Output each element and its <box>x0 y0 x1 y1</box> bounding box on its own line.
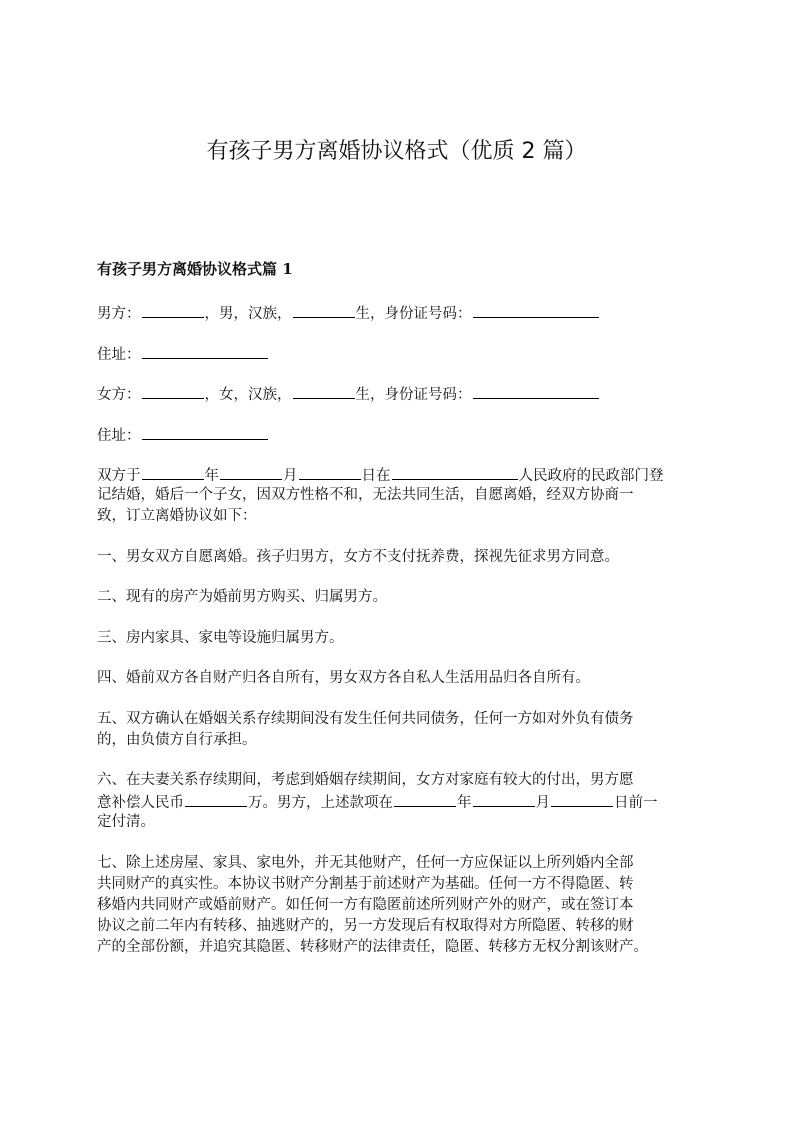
text-segment: 日前一 <box>614 795 658 811</box>
text-line <box>97 383 717 404</box>
text-segment: 二、现有的房产为婚前男方购买、归属男方。 <box>97 589 387 605</box>
text-line <box>97 628 717 649</box>
text-line <box>97 770 717 791</box>
paragraph <box>97 770 717 833</box>
text-line <box>97 464 717 485</box>
section-heading: 有孩子男方离婚协议格式篇 1 <box>97 260 293 278</box>
paragraph <box>97 343 717 364</box>
paragraph <box>97 709 717 751</box>
text-segment: 三、房内家具、家电等设施归属男方。 <box>97 629 344 646</box>
fill-in-blank <box>142 343 268 359</box>
text-segment: 的，由负债方自行承担。 <box>97 731 257 748</box>
text-segment: 万。男方，上述款项在 <box>248 795 393 811</box>
paragraph <box>97 668 717 689</box>
text-segment: 七、除上述房屋、家具、家电外，并无其他财产，任何一方应保证以上所列婚内全部 <box>97 854 634 871</box>
text-segment: 记结婚，婚后一个子女，因双方性格不和，无法共同生活，自愿离婚，经双方协商一 <box>97 487 634 503</box>
text-segment: 月 <box>283 468 298 484</box>
text-line <box>97 302 717 323</box>
text-segment: 住址： <box>97 427 141 444</box>
text-segment: 移婚内共同财产或婚前财产。如任何一方有隐匿前述所列财产外的财产，或在签订本 <box>97 896 634 913</box>
fill-in-blank <box>473 302 599 318</box>
fill-in-blank <box>293 383 355 399</box>
text-segment: 定付清。 <box>97 814 155 830</box>
text-segment: 五、双方确认在婚姻关系存续期间没有发生任何共同债务，任何一方如对外负有债务 <box>97 710 634 727</box>
text-line <box>97 343 717 364</box>
text-line <box>97 937 717 958</box>
paragraph <box>97 424 717 445</box>
fill-in-blank <box>185 791 247 807</box>
fill-in-blank <box>293 302 355 318</box>
text-line <box>97 506 717 527</box>
text-line <box>97 587 717 608</box>
document-title: 有孩子男方离婚协议格式（优质 2 篇） <box>206 139 587 164</box>
paragraph <box>97 853 717 958</box>
text-line <box>97 791 717 812</box>
text-segment: 日在 <box>361 468 391 484</box>
paragraph <box>97 302 717 323</box>
text-segment: 月 <box>535 795 550 811</box>
text-line <box>97 668 717 689</box>
fill-in-blank <box>142 464 204 480</box>
fill-in-blank <box>142 302 204 318</box>
text-line <box>97 485 717 506</box>
text-line <box>97 853 717 874</box>
fill-in-blank <box>551 791 613 807</box>
fill-in-blank <box>142 383 204 399</box>
document-body <box>97 302 717 977</box>
text-segment: 协议之前二年内有转移、抽逃财产的，另一方发现后有权取得对方所隐匿、转移的财 <box>97 917 634 934</box>
text-line <box>97 874 717 895</box>
text-segment: 六、在夫妻关系存续期间，考虑到婚姻存续期间，女方对家庭有较大的付出，男方愿 <box>97 772 634 788</box>
text-segment: 四、婚前双方各自财产归各自所有，男女双方各自私人生活用品归各自所有。 <box>97 670 590 686</box>
text-segment: 一、男女双方自愿离婚。孩子归男方，女方不支付抚养费，探视先征求男方同意。 <box>97 548 619 565</box>
paragraph <box>97 547 717 568</box>
text-segment: 生，身份证号码： <box>355 306 472 322</box>
text-segment: 住址： <box>97 346 141 363</box>
text-line <box>97 730 717 751</box>
text-segment: 男方： <box>97 306 141 322</box>
fill-in-blank <box>392 464 518 480</box>
text-segment: 双方于 <box>97 468 141 484</box>
text-line <box>97 916 717 937</box>
text-line <box>97 709 717 730</box>
text-segment: ，男，汉族， <box>204 306 292 322</box>
text-segment: 人民政府的民政部门登 <box>518 468 664 484</box>
text-segment: 年 <box>204 468 219 484</box>
text-segment: 生，身份证号码： <box>355 387 472 403</box>
text-segment: 意补偿人民币 <box>97 795 184 811</box>
text-segment: 产的全部份额，并追究其隐匿、转移财产的法律责任，隐匿、转移方无权分割该财产。 <box>97 938 648 955</box>
text-line <box>97 547 717 568</box>
text-segment: 致，订立离婚协议如下： <box>97 508 257 524</box>
text-line <box>97 424 717 445</box>
paragraph <box>97 464 717 527</box>
text-segment: 年 <box>457 795 472 811</box>
text-line <box>97 812 717 833</box>
paragraph <box>97 383 717 404</box>
fill-in-blank <box>299 464 361 480</box>
text-segment: ，女，汉族， <box>204 387 292 403</box>
fill-in-blank <box>473 383 599 399</box>
fill-in-blank <box>394 791 456 807</box>
fill-in-blank <box>473 791 535 807</box>
fill-in-blank <box>220 464 282 480</box>
fill-in-blank <box>142 424 268 440</box>
paragraph <box>97 628 717 649</box>
text-segment: 女方： <box>97 387 141 403</box>
text-segment: 共同财产的真实性。本协议书财产分割基于前述财产为基础。任何一方不得隐匿、转 <box>97 875 634 892</box>
paragraph <box>97 587 717 608</box>
text-line <box>97 895 717 916</box>
